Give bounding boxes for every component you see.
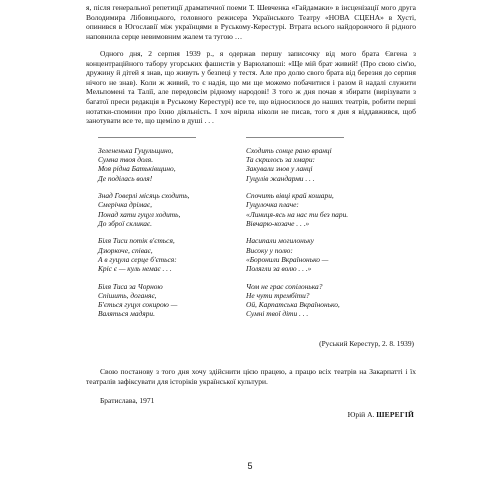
poem-divider-right <box>246 137 344 138</box>
poem-line: Біля Тиси потік в'ється, <box>98 236 175 246</box>
poem-line: Понад хати гуцул ходить, <box>98 209 181 219</box>
poem-line: Не чути трембіти? <box>246 290 310 300</box>
poem-stanza <box>98 191 189 228</box>
diary-paragraph <box>86 49 416 126</box>
poem-stanza <box>246 191 348 228</box>
poem-line: До зброї скликає. <box>98 218 152 228</box>
poem-stanza <box>246 236 348 273</box>
author-initials: Юрій А. <box>347 410 375 419</box>
poem-stanza <box>246 146 348 183</box>
poem-line: Та скрилось за хмари: <box>246 155 315 165</box>
poem-line: Гуцулочка плаче: <box>246 200 299 210</box>
poem-line: Б'ється гуцул сокирою — <box>98 300 178 310</box>
poem-line: Сходить сонце рано вранці <box>246 146 332 155</box>
poem-line: «Боронили Вкраїнонько — <box>246 254 329 264</box>
poem-line: А в гуцула серце б'ється: <box>98 254 177 264</box>
poem-divider-left <box>98 137 196 138</box>
author-surname: ШЕРЕГІЙ <box>376 410 414 419</box>
poem-stanza <box>246 282 348 319</box>
paragraph-text: Свою постанову з того дня хочу здійснити цією працею, а працю всіх театрів на Закарпатті і їх театралів зафіксувати для історіків української культури. <box>86 367 416 386</box>
poem-line: Дзюркоче, співає, <box>98 245 153 255</box>
poem-line: Валяться мадяри. <box>98 309 155 319</box>
poem-line: Закували знов у ланці <box>246 164 313 174</box>
poem-line: Вівчарю-козаче . . .» <box>246 218 310 228</box>
poem-line: Насипали могилоньку <box>246 236 314 246</box>
paragraph-text: я, після генеральної репетиції драматичної поеми Т. Шевченка «Гайдамаки» в інсценізації мого друга Володимира Лiбовицького, головного режисера Українського Театру «НОВА СЦЕНА» в Хусті, опинився в Югославії між українцями в Руському-Керестурі. Втрата всього найдорожчого й рідного наповнила серце невимовним жалем та тугою … <box>86 3 416 41</box>
poem-line: Сумна твоя доля. <box>98 155 154 165</box>
poem-line: «Линиця-ясь на нас ти без пари. <box>246 209 349 219</box>
poem-line: Кріс є — куль немає . . . <box>98 264 172 274</box>
poem-line: Спочить вівці край кошари, <box>246 191 334 201</box>
place-and-date: Братислава, 1971 <box>100 396 155 405</box>
author-signature <box>348 410 414 419</box>
opening-paragraph <box>86 3 416 41</box>
poem-line: Високу у полю: <box>246 245 293 255</box>
poem-line: Полягли за волю . . .» <box>246 264 312 274</box>
poem-line: Сумні твої діти . . . <box>246 309 309 319</box>
poem-line: Моя рідна Батьківщино, <box>98 164 176 174</box>
poem-line: Смерічка дрімає, <box>98 200 152 210</box>
paragraph-text: Одного дня, 2 серпня 1939 р., я одержав першу записочку від мого брата Євгена з концентраційного табору угорських фашистів у Варюлапоші: «Ще мій брат живий! (Про свою сім'ю, дружину й дітей я знав, що живуть у безпеці у тестя. Але про долю свого брата від березня до серпня нічого не знав). Коли ж живий, то є надія, що ми ще можемо побачитися і разом й надалі служити Мельпомені та Талії, але передовсім рідному народові! З того ж дня почав я збирати (вирізувати з багатої преси редакція в Руському Керестурі) все те, що відносилося до наших театрів, робити перші нотатки-спомини про їхню діяльність. І хоч вірила ніколи не писав, того я дня я віддавжився, щоб занотувати все те, що щеміло в душі . . . <box>86 49 416 126</box>
poem-line: Спішить, доганяє, <box>98 290 157 300</box>
poem-column-left <box>98 146 189 327</box>
poem-source-citation: (Руський Керестур, 2. 8. 1939) <box>319 339 414 348</box>
poem-line: Знад Говерлі місяць сходить, <box>98 191 190 201</box>
page-number: 5 <box>247 461 253 471</box>
poem-line: Біля Тиса за Чорною <box>98 281 163 291</box>
poem-stanza <box>98 282 189 319</box>
poem-line: Гуцулів жандарми . . . <box>246 173 315 183</box>
poem-line: Чом не грає сопілонька? <box>246 281 323 291</box>
poem-line: Зелененька Гуцульщино, <box>98 146 174 155</box>
poem-stanza <box>98 236 189 273</box>
closing-paragraph <box>86 367 416 386</box>
poem-stanza <box>98 146 189 183</box>
poem-line: Ой, Карпатська Вкраїнонько, <box>246 300 340 310</box>
poem-line: Де поділась воля! <box>98 173 153 183</box>
poem-column-right <box>246 146 348 327</box>
